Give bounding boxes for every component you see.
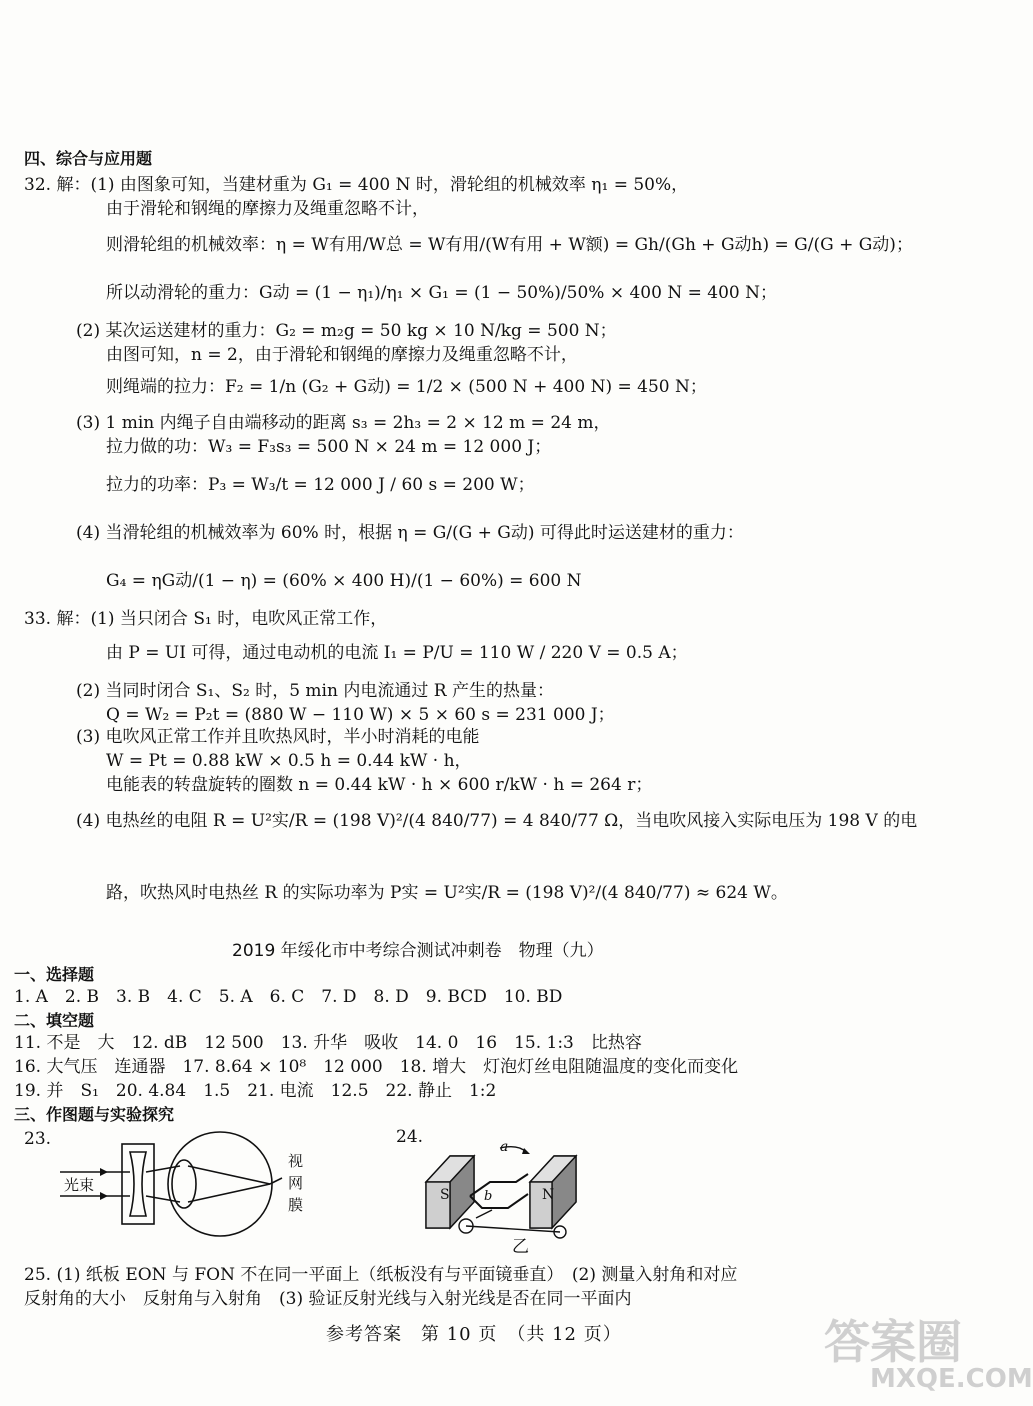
q32-line-6: 由图可知，n = 2，由于滑轮和钢绳的摩擦力及绳重忽略不计，	[106, 345, 578, 365]
fig23-light-label: 光束	[64, 1176, 95, 1194]
fig24-a-label: a	[500, 1139, 509, 1155]
q32-line-7: 则绳端的拉力：F₂ = 1/n (G₂ + G动) = 1/2 × (500 N + 400 N) = 450 N；	[106, 377, 707, 397]
q32-line-4: 所以动滑轮的重力：G动 = (1 − η₁)/η₁ × G₁ = (1 − 50%)/50% × 400 N = 400 N；	[106, 283, 777, 303]
q25-line-2: 反射角的大小 反射角与入射角 (3) 验证反射光线与入射光线是否在同一平面内	[24, 1289, 632, 1309]
fill-answers-3: 19. 并 S₁ 20. 4.84 1.5 21. 电流 12.5 22. 静止 1:2	[14, 1081, 497, 1101]
fig23-number: 23.	[24, 1129, 52, 1149]
fig23-retina-label-2: 网	[288, 1174, 304, 1192]
q32-line-8: (3) 1 min 内绳子自由端移动的距离 s₃ = 2h₃ = 2 × 12 m = 24 m，	[76, 413, 611, 433]
q33-line-4: Q = W₂ = P₂t = (880 W − 110 W) × 5 × 60 s = 231 000 J；	[106, 705, 615, 725]
q33-line-7: 电能表的转盘旋转的圈数 n = 0.44 kW · h × 600 r/kW · h = 264 r；	[106, 775, 653, 795]
fig24-n-label: N	[542, 1187, 555, 1203]
watermark-url: MXQE.COM	[870, 1364, 1033, 1394]
q25-line-1: 25. (1) 纸板 EON 与 FON 不在同一平面上（纸板没有与平面镜垂直） (2) 测量入射角和对应	[24, 1265, 738, 1285]
fig24-b-label: b	[484, 1189, 493, 1204]
q33-line-8: (4) 电热丝的电阻 R = U²实/R = (198 V)²/(4 840/77) = 4 840/77 Ω，当电吹风接入实际电压为 198 V 的电	[76, 811, 918, 831]
q32-line-5: (2) 某次运送建材的重力：G₂ = m₂g = 50 kg × 10 N/kg = 500 N；	[76, 321, 617, 341]
q33-line-1: 33. 解：(1) 当只闭合 S₁ 时，电吹风正常工作，	[24, 609, 388, 629]
q33-line-3: (2) 当同时闭合 S₁、S₂ 时，5 min 内电流通过 R 产生的热量：	[76, 681, 554, 701]
section-heading-4: 四、综合与应用题	[24, 149, 153, 168]
watermark-logo: 答案圈	[824, 1315, 962, 1369]
fig24-caption: 乙	[512, 1237, 529, 1257]
section-heading-3: 三、作图题与实验探究	[14, 1105, 175, 1124]
q32-line-2: 由于滑轮和钢绳的摩擦力及绳重忽略不计，	[106, 199, 429, 219]
page-footer: 参考答案 第 10 页 （共 12 页）	[326, 1324, 622, 1345]
q32-line-1: 32. 解：(1) 由图象可知，当建材重为 G₁ = 400 N 时，滑轮组的机械效率 η₁ = 50%，	[24, 175, 689, 195]
q33-line-2: 由 P = UI 可得，通过电动机的电流 I₁ = P/U = 110 W / 220 V = 0.5 A；	[106, 643, 688, 663]
q32-line-9: 拉力做的功：W₃ = F₃s₃ = 500 N × 24 m = 12 000 J；	[106, 437, 552, 457]
fig23-retina-label-1: 视	[288, 1152, 304, 1170]
q32-line-11: (4) 当滑轮组的机械效率为 60% 时，根据 η = G/(G + G动) 可得此时运送建材的重力：	[76, 523, 744, 543]
q33-line-5: (3) 电吹风正常工作并且吹热风时，半小时消耗的电能	[76, 727, 480, 747]
section-heading-1: 一、选择题	[14, 965, 95, 984]
section-heading-2: 二、填空题	[14, 1011, 95, 1030]
q33-line-6: W = Pt = 0.88 kW × 0.5 h = 0.44 kW · h，	[106, 751, 472, 771]
fill-answers-1: 11. 不是 大 12. dB 12 500 13. 升华 吸收 14. 0 16 15. 1:3 比热容	[14, 1033, 642, 1053]
fig23-eye-diagram	[60, 1126, 360, 1246]
q33-line-9: 路，吹热风时电热丝 R 的实际功率为 P实 = U²实/R = (198 V)²/(4 840/77) ≈ 624 W。	[106, 883, 788, 903]
q32-line-10: 拉力的功率：P₃ = W₃/t = 12 000 J / 60 s = 200 W；	[106, 475, 535, 495]
q32-line-3: 则滑轮组的机械效率：η = W有用/W总 = W有用/(W有用 + W额) = Gh/(Gh + G动h) = G/(G + G动)；	[106, 235, 913, 255]
q32-line-12: G₄ = ηG动/(1 − η) = (60% × 400 H)/(1 − 60%) = 600 N	[106, 571, 582, 591]
fig24-s-label: S	[440, 1187, 450, 1203]
fig23-retina-label-3: 膜	[288, 1196, 304, 1214]
fig24-number: 24.	[396, 1127, 424, 1147]
fill-answers-2: 16. 大气压 连通器 17. 8.64 × 10⁸ 12 000 18. 增大 灯泡灯丝电阻随温度的变化而变化	[14, 1057, 739, 1077]
mc-answers: 1. A 2. B 3. B 4. C 5. A 6. C 7. D 8. D 9. BCD 10. BD	[14, 987, 563, 1007]
paper-title: 2019 年绥化市中考综合测试冲刺卷 物理（九）	[232, 941, 604, 961]
